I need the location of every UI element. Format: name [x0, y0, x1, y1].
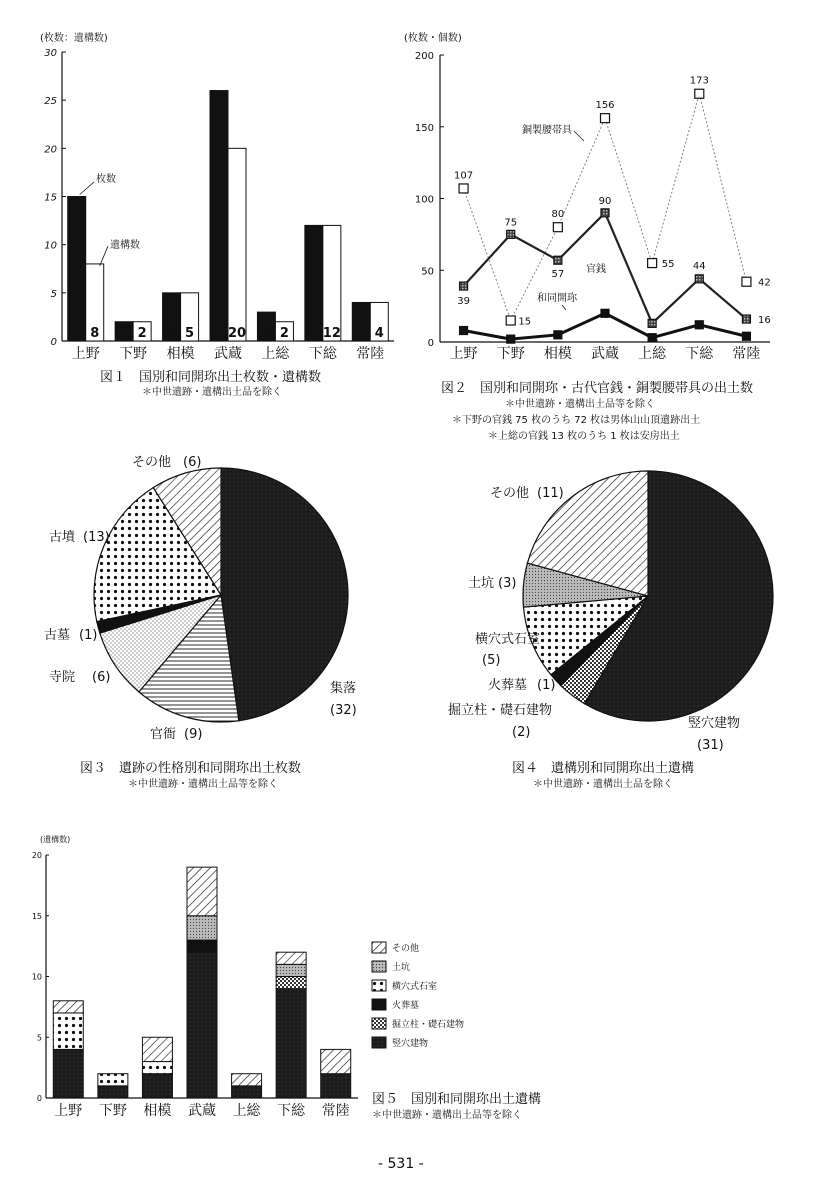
bar-value-label: 4	[356, 326, 366, 341]
y-tick-label: 20	[44, 144, 57, 156]
data-label: 44	[692, 260, 706, 272]
series-label: 枚数	[96, 174, 116, 185]
y-tick-label: 15	[31, 911, 42, 921]
data-label: 173	[689, 75, 709, 87]
chart-2	[404, 31, 771, 362]
slice-value: (1)	[537, 678, 556, 693]
x-tick-label: 武蔵	[214, 346, 242, 362]
x-tick-label: 常陸	[321, 1103, 350, 1119]
x-tick-label: 相模	[143, 1103, 172, 1119]
data-label: 16	[758, 315, 771, 327]
data-label: 107	[454, 170, 474, 182]
y-tick-label: 0	[36, 1094, 42, 1103]
data-label: 15	[518, 316, 532, 328]
bar	[210, 91, 228, 341]
x-tick-label: 下総	[308, 346, 337, 362]
slice-label: 寺院	[49, 670, 76, 685]
data-point	[460, 282, 468, 290]
fig1-note: ＊中世遺跡・遺構出土品を除く	[142, 387, 282, 398]
y-tick-label: 20	[31, 851, 42, 860]
fig2-caption: 図２ 国別和同開珎・古代官銭・銅製腰帯具の出土数	[441, 381, 754, 396]
y-tick-label: 5	[50, 288, 57, 300]
data-point	[742, 315, 750, 323]
bar	[323, 225, 341, 341]
bar-segment	[142, 1074, 172, 1098]
y-tick-label: 200	[414, 51, 434, 62]
y-tick-label: 30	[44, 48, 57, 59]
x-tick-label: 武蔵	[188, 1103, 216, 1119]
y-tick-label: 10	[44, 240, 57, 252]
x-tick-label: 上野	[71, 346, 100, 362]
bar-segment	[321, 1074, 351, 1098]
pie-slice	[221, 468, 348, 721]
slice-value: (6)	[183, 455, 202, 470]
fig1-caption: 図１ 国別和同開珎出土枚数・遺構数	[100, 370, 322, 385]
chart-4-pie	[448, 471, 773, 753]
bar-segment	[232, 1074, 262, 1086]
data-point	[460, 327, 468, 335]
legend-swatch	[372, 961, 386, 972]
data-label: 39	[457, 296, 470, 308]
legend-swatch	[372, 942, 386, 953]
data-label: 42	[758, 277, 771, 289]
bar-value-label: 3	[261, 326, 271, 341]
slice-label: 掘立柱・礎石建物	[448, 703, 553, 718]
bar-segment	[98, 1074, 128, 1086]
bar-value-label: 2	[279, 326, 289, 341]
bar-segment	[276, 989, 306, 1098]
slice-value: (13)	[83, 530, 110, 545]
x-tick-label: 下野	[98, 1103, 127, 1119]
data-label: 80	[551, 209, 565, 221]
legend-label: 掘立柱・礎石建物	[392, 1020, 465, 1030]
y-tick-label: 10	[31, 972, 42, 982]
chart-3-pie	[44, 455, 357, 742]
y-axis-label: (枚数・個数)	[404, 33, 462, 44]
bar-segment	[276, 964, 306, 976]
y-axis-label: (枚数：遺構数)	[40, 33, 108, 44]
bar-value-label: 26	[209, 326, 229, 341]
fig5-note: ＊中世遺跡・遺構出土品等を除く	[372, 1110, 522, 1121]
data-point	[742, 277, 751, 286]
bar-value-label: 2	[137, 326, 147, 341]
bar	[228, 148, 246, 341]
legend-swatch	[372, 999, 386, 1010]
leader-line	[562, 305, 566, 310]
bar-segment	[276, 952, 306, 964]
slice-label: 火葬墓	[488, 678, 528, 693]
slice-value: (32)	[330, 703, 357, 718]
series-label: 官銭	[586, 264, 606, 275]
data-point	[742, 332, 750, 340]
series-label: 和同開珎	[537, 293, 577, 304]
x-tick-label: 上総	[261, 346, 290, 362]
slice-label: 土坑	[468, 576, 495, 591]
bar-value-label: 8	[90, 326, 100, 341]
bar-segment	[53, 1049, 83, 1098]
data-point	[459, 184, 468, 193]
data-point	[601, 114, 610, 123]
y-tick-label: 25	[44, 96, 57, 108]
x-tick-label: 上野	[54, 1103, 83, 1119]
bar	[68, 197, 86, 342]
slice-label: その他	[490, 486, 530, 501]
bar-segment	[142, 1062, 172, 1074]
y-axis-label: (遺構数)	[40, 835, 71, 844]
y-tick-label: 150	[414, 122, 434, 134]
y-tick-label: 15	[44, 192, 57, 204]
slice-label: 横穴式石室	[475, 632, 541, 647]
series-line	[464, 94, 747, 321]
slice-label: 古墓	[44, 628, 71, 643]
x-tick-label: 常陸	[732, 346, 761, 362]
legend-label: 土坑	[392, 963, 411, 973]
legend-swatch	[372, 1018, 386, 1029]
data-label: 57	[551, 269, 565, 281]
x-tick-label: 相模	[543, 346, 572, 362]
chart-1	[40, 31, 394, 362]
legend-label: 火葬墓	[392, 1001, 420, 1011]
y-tick-label: 0	[50, 337, 57, 348]
bar-value-label: 20	[227, 326, 247, 341]
x-tick-label: 下野	[496, 346, 525, 362]
x-tick-label: 上総	[232, 1103, 261, 1119]
slice-value: (6)	[92, 670, 111, 685]
x-tick-label: 相模	[166, 346, 195, 362]
data-point	[695, 89, 704, 98]
slice-label: その他	[132, 455, 172, 470]
x-tick-label: 下総	[277, 1103, 306, 1119]
slice-label: 古墳	[49, 530, 76, 545]
data-point	[601, 209, 609, 217]
series-label: 遺構数	[110, 240, 140, 251]
legend-label: その他	[392, 944, 420, 954]
fig2-note-2: ＊下野の官銭 75 枚のうち 72 枚は男体山山頂遺跡出土	[452, 415, 701, 426]
data-label: 75	[504, 217, 518, 229]
data-label: 90	[598, 195, 612, 207]
bar-value-label: 15	[67, 326, 86, 341]
fig3-caption: 図３ 遺跡の性格別和同開珎出土枚数	[80, 761, 302, 776]
slice-value: (3)	[498, 576, 517, 591]
slice-value: (2)	[512, 725, 531, 740]
data-point	[553, 223, 562, 232]
leader-line	[574, 131, 584, 141]
legend-label: 横穴式石室	[392, 982, 438, 992]
data-point	[507, 230, 515, 238]
leader-line	[100, 246, 108, 266]
legend-swatch	[372, 980, 386, 991]
bar-segment	[53, 1001, 83, 1013]
bar-segment	[187, 867, 217, 916]
x-tick-label: 上総	[638, 346, 667, 362]
slice-label: 集落	[330, 681, 357, 696]
series-label: 銅製腰帯具	[522, 125, 572, 136]
legend-label: 竪穴建物	[392, 1039, 429, 1049]
x-tick-label: 上野	[449, 346, 478, 362]
data-point	[554, 331, 562, 339]
bar-segment	[187, 916, 217, 940]
bar-segment	[276, 977, 306, 989]
slice-value: (5)	[482, 653, 501, 668]
legend-swatch	[372, 1037, 386, 1048]
data-point	[554, 256, 562, 264]
fig2-note-1: ＊中世遺跡・遺構出土品等を除く	[505, 399, 655, 410]
bar-segment	[321, 1049, 351, 1073]
data-point	[695, 275, 703, 283]
fig2-note-3: ＊上総の官銭 13 枚のうち 1 枚は安房出土	[488, 431, 680, 442]
data-point	[648, 259, 657, 268]
fig4-note: ＊中世遺跡・遺構出土品を除く	[533, 779, 673, 790]
bar-value-label: 2	[119, 326, 129, 341]
y-tick-label: 50	[421, 266, 434, 278]
slice-value: (11)	[537, 486, 564, 501]
data-point	[648, 319, 656, 327]
bar-segment	[187, 952, 217, 1098]
fig5-caption: 図５ 国別和同開珎出土遺構	[372, 1092, 542, 1107]
slice-label: 官衙	[150, 727, 177, 742]
bar-segment	[53, 1013, 83, 1049]
y-tick-label: 100	[414, 194, 434, 206]
bar-value-label: 12	[322, 326, 341, 341]
bar-value-label: 4	[374, 326, 384, 341]
bar-value-label: 5	[185, 326, 195, 341]
bar-value-label: 5	[167, 326, 177, 341]
data-point	[695, 321, 703, 329]
chart-5	[32, 834, 464, 1119]
fig4-caption: 図４ 遺構別和同開珎出土遺構	[512, 761, 695, 776]
data-label: 55	[661, 259, 675, 271]
bar-segment	[142, 1037, 172, 1061]
bar-segment	[187, 940, 217, 952]
data-label: 13	[645, 334, 659, 346]
y-tick-label: 0	[427, 338, 434, 349]
x-tick-label: 武蔵	[591, 346, 619, 362]
bar-value-label: 12	[304, 326, 323, 341]
data-label: 156	[595, 100, 615, 112]
data-point	[506, 316, 515, 325]
fig3-note: ＊中世遺跡・遺構出土品等を除く	[128, 779, 278, 790]
bar-segment	[98, 1086, 128, 1098]
x-tick-label: 常陸	[356, 346, 385, 362]
x-tick-label: 下総	[685, 346, 714, 362]
slice-value: (9)	[184, 727, 203, 742]
data-point	[507, 335, 515, 343]
slice-value: (31)	[697, 738, 724, 753]
leader-line	[80, 182, 94, 195]
y-tick-label: 5	[36, 1033, 42, 1043]
data-point	[601, 309, 609, 317]
bar-segment	[232, 1086, 262, 1098]
x-tick-label: 下野	[119, 346, 148, 362]
slice-label: 竪穴建物	[688, 716, 741, 731]
page-number: - 531 -	[378, 1156, 424, 1172]
bar	[305, 225, 323, 341]
slice-value: (1)	[79, 628, 98, 643]
